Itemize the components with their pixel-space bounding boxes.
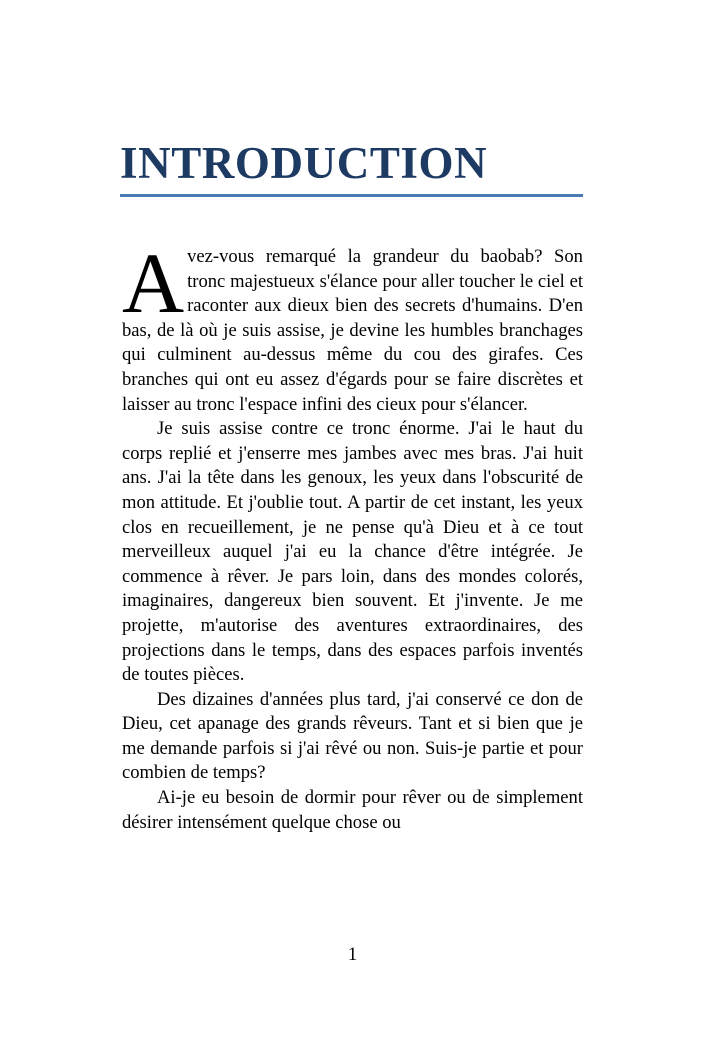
page-number: 1 <box>347 944 358 965</box>
paragraph-2: Je suis assise contre ce tronc énorme. J'ai le haut du corps replié et j'enserre mes jambes avec mes bras. J'ai huit ans. J'ai la tête dans les genoux, les yeux dans l'obscurité de mon attitude. Et j'oublie tout. A partir de cet instant, les yeux clos en recueillement, je ne pense qu'à Dieu et à ce tout merveilleux auquel j'ai eu la chance d'être intégrée. Je commence à rêver. Je pars loin, dans des mondes colorés, imaginaires, dangereux bien souvent. Et j'invente. Je me projette, m'autorise des aventures extraordinaires, des projections dans le temps, dans des espaces parfois inventés de toutes pièces. <box>122 418 583 686</box>
paragraph-3: Des dizaines d'années plus tard, j'ai conservé ce don de Dieu, cet apanage des grands rêveurs. Tant et si bien que je me demande parfois si j'ai rêvé ou non. Suis-je partie et pour combien de temps? <box>122 688 583 784</box>
paragraph-1-lead: vez-vous remarqué la grandeur du baobab? <box>187 246 543 267</box>
drop-cap-letter: A <box>122 235 185 331</box>
page-title: INTRODUCTION <box>120 138 488 188</box>
title-divider-rule <box>120 194 583 197</box>
body-text-column <box>122 235 583 835</box>
paragraph-1 <box>122 235 583 417</box>
paragraph-4: Ai-je eu besoin de dormir pour rêver ou de simplement désirer intensément quelque chose ou <box>122 787 583 833</box>
paragraph-1-rest: Son tronc majestueux s'élance pour aller toucher le ciel et raconter aux dieux bien des secrets d'humains. D'en bas, de là où je suis assise, je devine les humbles branchages qui culminent au-dessus même du cou des girafes. Ces branches qui ont eu assez d'égards pour se faire discrètes et laisser au tronc l'espace infini des cieux pour s'élancer. <box>122 246 583 415</box>
chapter-heading-block <box>120 140 583 197</box>
